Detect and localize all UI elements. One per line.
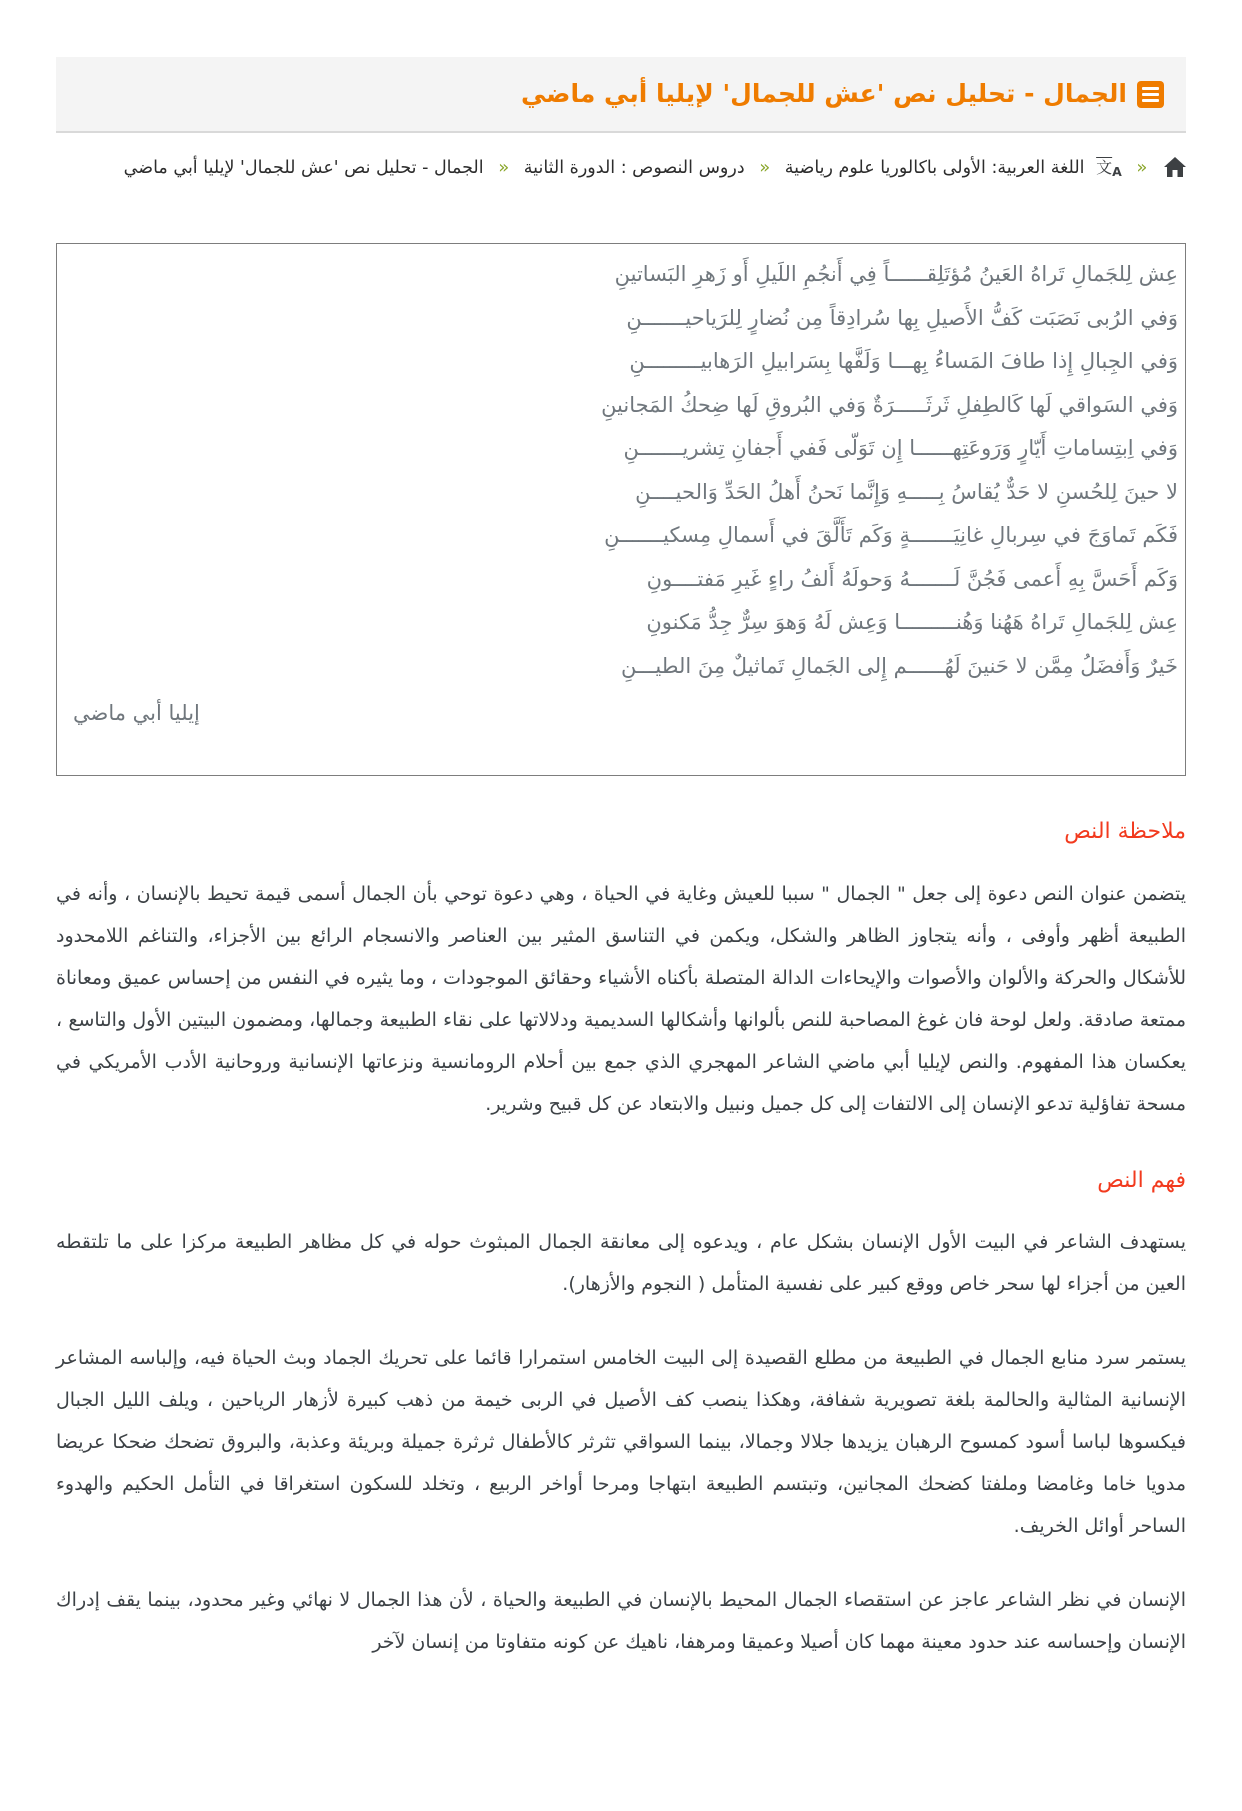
page-title: الجمال - تحليل نص 'عش للجمال' لإيليا أبي ماضي (521, 78, 1127, 108)
breadcrumb (56, 149, 1186, 190)
breadcrumb-item-course[interactable]: دروس النصوص : الدورة الثانية (523, 158, 745, 178)
page-header (56, 57, 1186, 133)
section-text-comprehension (56, 1167, 1186, 1664)
breadcrumb-item-subject[interactable]: اللغة العربية: الأولى باكالوريا علوم رياضية (784, 158, 1085, 178)
poem-line: وَفي السَواقي لَها كَالطِفلِ ثَرثَـــــرَةٌ وَفي البُروقِ لَها ضِحكُ المَجانينِ (601, 392, 1178, 417)
paragraph-observation-1: يتضمن عنوان النص دعوة إلى جعل " الجمال " سببا للعيش وغاية في الحياة ، وهي دعوة توحي بأن الجمال أسمى قيمة تحيط بالإنسان ، وأنه في الطبيعة أظهر وأوفى ، وأنه يتجاوز الظاهر والشكل، ويكمن في التناسق المثير بين العناصر والانسجام الرائع بين الأجزاء، والتناغم اللامحدود للأشكال والحركة والألوان والأصوات والإيحاءات الدالة المتصلة بأكناه الأشياء وحقائق الموجودات ، وما يثيره في النفس من إحساس عميق ومعاناة ممتعة صادقة. ولعل لوحة فان غوغ المصاحبة للنص بألوانها وأشكالها السديمية ودلالاتها على نقاء الطبيعة وجمالها، ومضمون البيتين الأول والتاسع ، يعكسان هذا المفهوم. والنص لإيليا أبي ماضي الشاعر المهجري الذي جمع بين أحلام الرومانسية ونزعاتها الإنسانية وروحانية الأدب الأمريكي في مسحة تفاؤلية تدعو الإنسان إلى الالتفات إلى كل جميل ونبيل والابتعاد عن كل قبيح وشرير. (56, 882, 1186, 1115)
breadcrumb-separator: « (759, 157, 771, 178)
home-icon[interactable] (1162, 158, 1186, 178)
poem-line: فَكَم تَماوَجَ في سِربالِ غانِيَـــــــةٍ وَكَم تَأَلَّقَ في أَسمالِ مِسكيـــــــنِ (604, 523, 1178, 547)
poem-box (56, 243, 1186, 776)
poem-line: وَفي الرُبى نَصَبَت كَفُّ الأَصيلِ بِها سُرادِقاً مِن نُضارٍ لِلرَياحيـــــــنِ (626, 305, 1178, 330)
paragraph-comprehension-1: يستهدف الشاعر في البيت الأول الإنسان بشكل عام ، ويدعوه إلى معانقة الجمال المبثوث حوله في كل مظاهر الطبيعة مركزا على ما تلتقطه العين من أجزاء لها سحر خاص ووقع كبير على نفسية المتأمل ( النجوم والأزهار). (56, 1231, 1186, 1296)
paragraph-comprehension-3: الإنسان في نظر الشاعر عاجز عن استقصاء الجمال المحيط بالإنسان في الطبيعة والحياة ، لأن هذا الجمال لا نهائي وغير محدود، بينما يقف إدراك الإنسان وإحساسه عند حدود معينة مهما كان أصيلا وعميقا ومرهفا، ناهيك عن كونه متفاوتا من إنسان لآخر (56, 1589, 1186, 1654)
poem-line: عِش لِلجَمالِ تَراهُ العَينُ مُؤتَلِقــــــاً فِي أَنجُمِ اللَيلِ أَو زَهرِ البَساتينِ (614, 262, 1178, 286)
section-heading-observation: ملاحظة النص (1064, 819, 1186, 844)
paragraph-comprehension-2: يستمر سرد منابع الجمال في الطبيعة من مطلع القصيدة إلى البيت الخامس استمرارا قائما على تحريك الجماد وبث الحياة فيه، وإلباسه المشاعر الإنسانية المثالية والحالمة بلغة تصويرية شفافة، وهكذا ينصب كف الأصيل في الربى خيمة من ذهب كبيرة لأزهار الرياحين ، ويلف الليل الجبال فيكسوها لباسا أسود كمسوح الرهبان يزيدها جلالا وجمالا، بينما السواقي تثرثر كالأطفال ثرثرة جميلة وبريئة وعذبة، والبروق تضحك ضحكا عريضا مدويا خاما وغامضا وملفتا كضحك المجانين، وتبتسم الطبيعة ابتهاجا ومرحا أواخر الربيع ، وتخلد للسكون استغراقا في التأمل الحكيم والهدوء الساحر أوائل الخريف. (56, 1347, 1186, 1538)
breadcrumb-item-current: الجمال - تحليل نص 'عش للجمال' لإيليا أبي ماضي (123, 158, 484, 178)
poem-line: خَيرٌ وَأَفضَلُ مِمَّن لا حَنينَ لَهُــــــم إِلى الجَمالِ تَماثيلٌ مِنَ الطيـــنِ (620, 653, 1178, 678)
poem-attribution: إيليا أبي ماضي (73, 701, 200, 725)
poem-line: وَفي اِبتِساماتِ أَيّارٍ وَرَوعَتِهــــــا إِن تَوَلّى فَفي أَجفانِ تِشريـــــــنِ (623, 436, 1178, 460)
document-lines-icon (1137, 81, 1164, 108)
translate-icon: 文A (1096, 158, 1122, 179)
poem-line: وَكَم أَحَسَّ بِهِ أَعمى فَجُنَّ لَـــــــهُ وَحولَهُ أَلفُ راءٍ غَيرِ مَفتــــونِ (646, 566, 1178, 591)
page (0, 57, 1242, 1663)
breadcrumb-separator: « (1136, 157, 1148, 178)
poem-line: عِش لِلجَمالِ تَراهُ هَهُنا وَهُنـــــــــا وَعِش لَهُ وَهوَ سِرٌّ جِدُّ مَكنونِ (646, 610, 1178, 634)
section-text-observation (56, 818, 1186, 1125)
poem-line: وَفي الجِبالِ إِذا طافَ المَساءُ بِهـــا وَلَفَّها بِسَرابيلِ الرَهابيـــــــــنِ (629, 349, 1178, 373)
poem-line: لا حينَ لِلحُسنِ لا حَدٌّ يُقاسُ بِـــــهِ وَإِنَّما نَحنُ أَهلُ الحَدِّ وَالحيــــنِ (635, 479, 1178, 504)
breadcrumb-separator: « (498, 157, 510, 178)
section-heading-comprehension: فهم النص (1097, 1167, 1186, 1193)
